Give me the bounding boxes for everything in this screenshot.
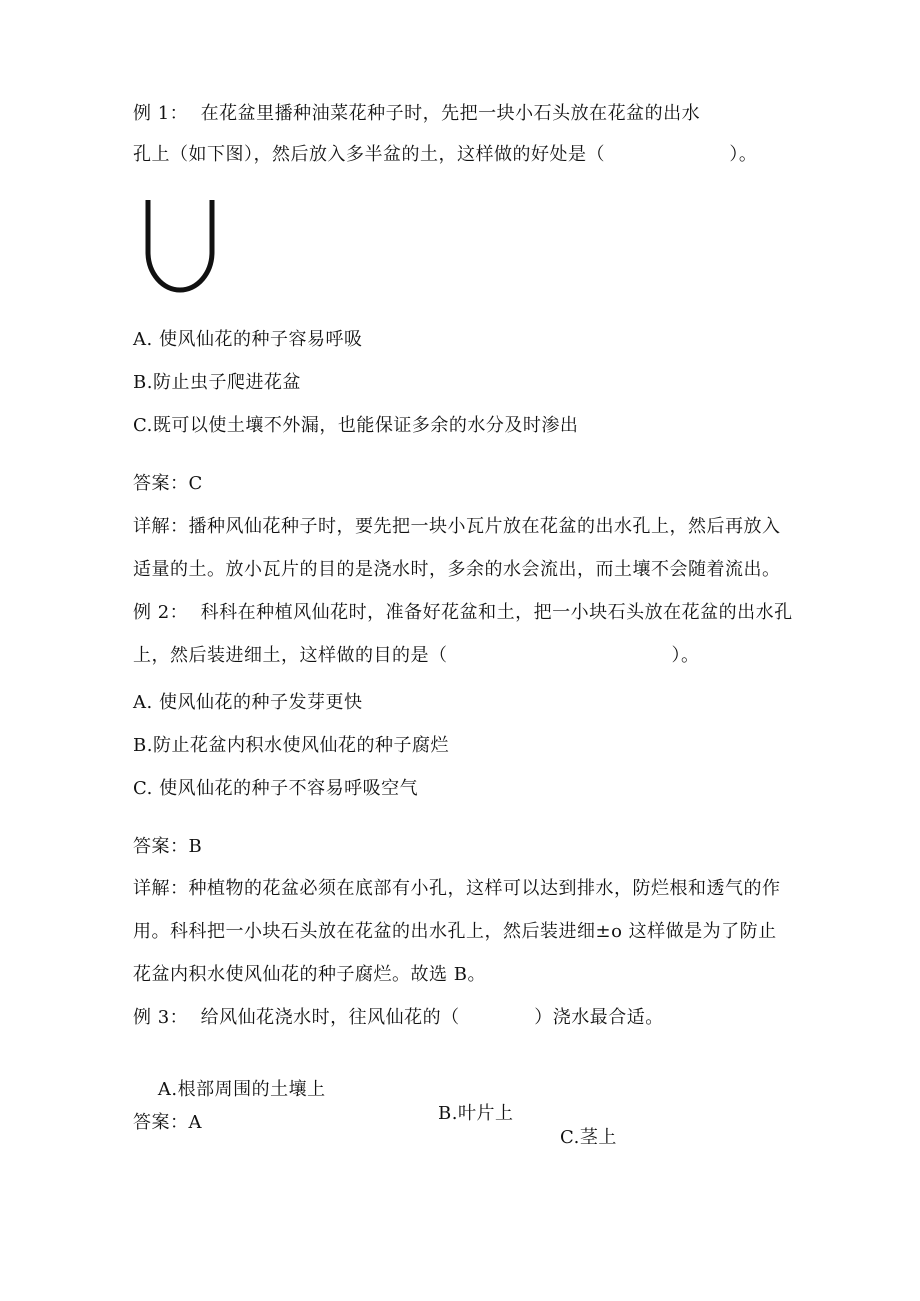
flower-pot-u-shape-icon <box>138 198 222 298</box>
ex3-option-b: B.叶片上 <box>438 1103 514 1124</box>
ex1-answer: 答案：C <box>133 473 203 494</box>
ex3-question-line1: 例 3： 给风仙花浇水时，往风仙花的（ ）浇水最合适。 <box>133 1007 664 1028</box>
ex2-option-c: C. 使风仙花的种子不容易呼吸空气 <box>133 778 419 799</box>
ex2-answer: 答案：B <box>133 836 203 857</box>
ex3-option-a: A.根部周围的土壤上 <box>157 1079 326 1100</box>
ex1-question-line1: 例 1： 在花盆里播种油菜花种子时，先把一块小石头放在花盆的出水 <box>133 103 701 124</box>
ex1-question-line2: 孔上（如下图），然后放入多半盆的土，这样做的好处是（ ）。 <box>133 144 758 165</box>
ex1-detail-line2: 适量的土。放小瓦片的目的是浇水时，多余的水会流出，而土壤不会随着流出。 <box>133 559 781 580</box>
ex1-option-b: B.防止虫子爬进花盆 <box>133 372 301 393</box>
ex1-option-c: C.既可以使土壤不外漏，也能保证多余的水分及时渗出 <box>133 415 579 436</box>
ex3-option-c: C.茎上 <box>560 1127 617 1148</box>
ex2-question-line1: 例 2： 科科在种植风仙花时，准备好花盆和土，把一小块石头放在花盆的出水孔 <box>133 602 793 623</box>
ex2-detail-line1: 详解：种植物的花盆必须在底部有小孔，这样可以达到排水，防烂根和透气的作 <box>133 878 781 899</box>
ex1-option-a: A. 使风仙花的种子容易呼吸 <box>133 329 363 350</box>
ex3-options-row <box>133 1054 733 1174</box>
ex3-answer: 答案：A <box>133 1112 202 1133</box>
ex1-detail-line1: 详解：播种风仙花种子时，要先把一块小瓦片放在花盆的出水孔上，然后再放入 <box>133 516 781 537</box>
ex2-detail-line3: 花盆内积水使风仙花的种子腐烂。故选 B。 <box>133 964 486 985</box>
ex2-option-b: B.防止花盆内积水使风仙花的种子腐烂 <box>133 735 449 756</box>
ex2-question-line2: 上，然后装进细土，这样做的目的是（ ）。 <box>133 645 700 666</box>
ex2-detail-line2: 用。科科把一小块石头放在花盆的出水孔上，然后装进细±o 这样做是为了防止 <box>133 921 777 942</box>
ex2-option-a: A. 使风仙花的种子发芽更快 <box>133 692 363 713</box>
